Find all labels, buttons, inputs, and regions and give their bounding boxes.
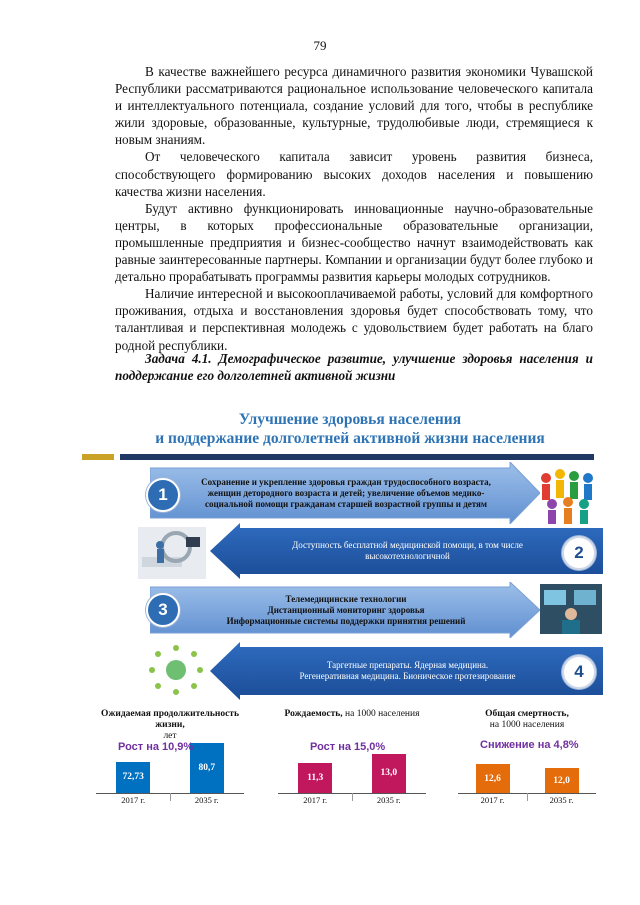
bar: 13,0: [372, 754, 406, 793]
x-tick-label: 2035 г.: [194, 795, 219, 805]
task-heading: Задача 4.1. Демографическое развитие, улучшение здоровья населения и поддержание его долголетней активной жизни: [115, 351, 593, 384]
item-number-4: 4: [562, 655, 596, 689]
paragraph: Будут активно функционировать инновационные научно-образовательные центры, в которых профессиональные образовательные организации, промышленные предприятия и бизнес-сообщество начнут взаимодействовать как равные заинтересованные партнеры. Компании и организации будут более глубоко и детально прорабатывать программы развития карьеры молодых сотрудников.: [115, 200, 593, 285]
x-tick-label: 2017 г.: [121, 795, 146, 805]
item-number-2: 2: [562, 536, 596, 570]
paragraph: От человеческого капитала зависит уровень развития бизнеса, способствующего формированию высоких доходов населения и повышению качества жизни населения.: [115, 149, 593, 199]
x-tick-label: 2017 г.: [480, 795, 505, 805]
chart-title: [90, 709, 250, 742]
chart-title-text: Общая смертность,: [485, 709, 569, 719]
change-badge: Рост на 15,0%: [310, 741, 386, 753]
people-circle-image: [538, 464, 598, 524]
bar: 72,73: [116, 762, 150, 793]
bar: 80,7: [190, 743, 224, 793]
chart-mortality: [452, 705, 602, 805]
chart-life-expectancy: [90, 705, 250, 805]
axis-separator: [527, 793, 528, 801]
chart-birth-rate: [272, 705, 432, 805]
x-tick-label: 2035 г.: [376, 795, 401, 805]
axis-separator: [352, 793, 353, 801]
arrow-item-2-label: Доступность бесплатной медицинской помощи, в том числе высокотехнологичной: [292, 540, 523, 561]
x-tick-label: 2035 г.: [549, 795, 574, 805]
change-badge: Рост на 10,9%: [118, 741, 194, 753]
arrow-item-3-label: Телемедицинские технологии Дистанционный мониторинг здоровья Информационные системы поддержки принятия решений: [226, 593, 466, 626]
arrow-item-1-label: Сохранение и укрепление здоровья граждан трудоспособного возраста, женщин детородного возраста и детей; увеличение объемов медико-социальной помощи гражданам старшей возрастной группы и детям: [201, 476, 491, 509]
chart-unit: лет: [163, 731, 177, 741]
chart-title: [452, 709, 602, 731]
chart-unit: на 1000 населения: [345, 709, 420, 719]
medicine-diagram-image: [140, 642, 212, 698]
bar: 12,0: [545, 768, 579, 793]
infographic-title-line1: Улучшение здоровья населения: [238, 411, 462, 428]
paragraph: В качестве важнейшего ресурса динамичного развития экономики Чувашской Республики рассматриваются рациональное использование человеческого капитала и интеллектуального потенциала, создание условий для того, чтобы в республике жили здоровые, образованные, культурные, трудолюбивые люди, стремящиеся к новым знаниям.: [115, 64, 593, 148]
chart-title-text: Рождаемость,: [284, 709, 343, 719]
change-badge: Снижение на 4,8%: [480, 739, 579, 751]
medical-equipment-image: [138, 527, 206, 579]
telemedicine-image: [540, 584, 602, 634]
chart-title: [272, 709, 432, 720]
x-tick-label: 2017 г.: [303, 795, 328, 805]
item-number-3: 3: [146, 593, 180, 627]
arrow-item-2: [210, 523, 603, 579]
infographic-title: [0, 410, 640, 448]
chart-title-text: Ожидаемая продолжительность жизни,: [100, 709, 240, 730]
page-number: 79: [313, 38, 327, 53]
paragraph: Наличие интересной и высокооплачиваемой работы, условий для комфортного проживания, отдыха и восстановления здоровья будет способствовать тому, что талантливая и перспективная молодежь с удовольствием будет работать на благо родной республики.: [115, 286, 593, 353]
header-rule-navy: [120, 454, 594, 460]
bar: 11,3: [298, 763, 332, 793]
item-number-1: 1: [146, 478, 180, 512]
axis-separator: [170, 793, 171, 801]
arrow-item-3: [150, 582, 540, 638]
chart-unit: на 1000 населения: [489, 720, 565, 730]
bar: 12,6: [476, 764, 510, 793]
infographic-title-line2: и поддержание долголетней активной жизни населения: [155, 430, 545, 447]
arrow-item-1: [150, 462, 540, 524]
arrow-item-4-label: Таргетные препараты. Ядерная медицина. Регенеративная медицина. Бионическое протезирование: [299, 660, 516, 681]
header-rule-gold: [82, 454, 114, 460]
arrow-item-4: [210, 642, 603, 700]
body-text: [115, 63, 593, 354]
